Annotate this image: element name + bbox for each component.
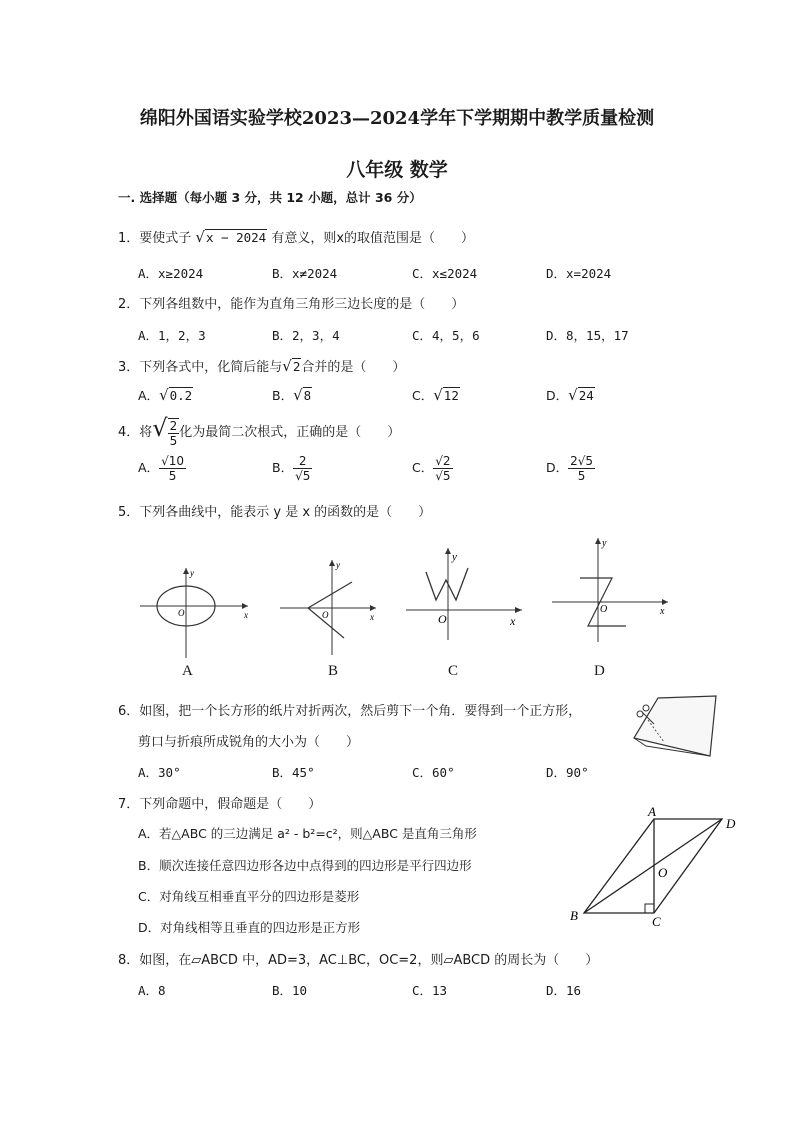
q6-option-d[interactable]: D．90° [546,765,589,780]
q2-option-c[interactable]: C．4，5，6 [412,328,480,343]
x-label: x [244,610,248,620]
arrow-icon [515,607,522,613]
option-label: C． [412,388,434,403]
q6-option-c[interactable]: C．60° [412,765,455,780]
q1-radicand: x − 2024 [205,230,267,245]
fraction-numerator: 2 [169,418,178,433]
option-radicand: 24 [578,388,594,403]
right-angle-mark [645,904,654,913]
ray-upper [308,582,352,608]
question-4 [118,414,400,448]
arrow-icon [242,603,248,609]
q4-prefix: 4．将 [118,425,153,440]
question-5: 5．下列各曲线中，能表示 y 是 x 的函数的是（ ） [118,505,432,520]
point-a-label: A [648,806,656,819]
q1-option-b[interactable]: B．x≠2024 [272,266,338,281]
q3-option-b[interactable] [272,386,312,404]
q8-option-a[interactable]: A．8 [138,983,166,998]
option-fraction [433,454,452,483]
fraction-numerator: √2 [435,454,451,468]
arrow-icon [370,605,376,611]
fraction-denominator: √5 [435,469,451,483]
question-7: 7．下列命题中，假命题是（ ） [118,797,322,812]
q3-option-a[interactable] [138,386,193,404]
arrow-icon [595,538,601,544]
radical-icon: √ [568,386,578,404]
q7-option-d[interactable]: D．对角线相等且垂直的四边形是正方形 [138,920,361,935]
question-6-line1: 6．如图，把一个长方形的纸片对折两次，然后剪下一个角．要得到一个正方形， [118,704,582,719]
q5-graphs [130,530,690,660]
q2-option-a[interactable]: A．1，2，3 [138,328,206,343]
question-2: 2．下列各组数中，能作为直角三角形三边长度的是（ ） [118,297,465,312]
option-fraction [293,454,312,483]
q6-option-a[interactable]: A．30° [138,765,181,780]
q8-option-d[interactable]: D．16 [546,983,582,998]
point-c-label: C [652,914,661,928]
option-fraction [568,454,595,483]
y-label: y [190,568,194,578]
radical-icon: √ [152,414,168,442]
q4-option-b[interactable] [272,454,312,483]
radical-icon: √ [195,228,205,246]
exam-subtitle: 八年级 数学 [346,159,448,181]
point-b-label: B [570,908,578,923]
origin-label: O [322,610,329,620]
graph-c-label[interactable]: C [448,663,459,679]
option-fraction [159,454,186,483]
folded-paper-figure [626,690,722,768]
fraction-numerator: 2√5 [570,454,594,468]
option-label: B． [272,460,294,475]
q3-option-d[interactable] [546,386,595,404]
question-3 [118,356,405,375]
x-label: x [370,612,374,622]
q3-option-c[interactable] [412,386,460,404]
q2-option-d[interactable]: D．8，15，17 [546,328,629,343]
option-radicand: 12 [443,388,459,403]
scissors-icon [643,705,649,711]
graph-b-label[interactable]: B [328,663,339,679]
function-curve [426,568,468,600]
arrow-icon [662,599,668,605]
q1-option-d[interactable]: D．x=2024 [546,266,612,281]
arrow-icon [329,560,335,566]
graph-d-label[interactable]: D [594,663,605,679]
origin-label: O [600,604,608,615]
graph-c-wshape [406,548,522,640]
q7-option-c[interactable]: C．对角线互相垂直平分的四边形是菱形 [138,889,360,904]
graph-b-angle [280,560,376,655]
y-label: y [452,551,457,563]
graph-a-label[interactable]: A [182,663,193,679]
point-o-label: O [658,865,668,880]
q4-suffix: 化为最简二次根式，正确的是（ ） [179,425,401,440]
q1-prefix: 1．要使式子 [118,231,192,246]
q8-option-b[interactable]: B．10 [272,983,308,998]
q4-option-d[interactable] [546,454,595,483]
q3-radicand: 2 [292,359,301,374]
option-label: A． [138,388,160,403]
section-heading: 一. 选择题（每小题 3 分，共 12 小题，总计 36 分） [118,190,422,205]
radical-icon: √ [433,386,443,404]
fraction-denominator: √5 [295,469,311,483]
x-label: x [510,614,516,628]
question-1 [118,227,474,246]
fraction-denominator: 5 [577,469,586,483]
radical-icon: √ [159,386,169,404]
fraction-denominator: 5 [168,469,177,483]
point-d-label: D [726,816,736,831]
q4-fraction [168,418,180,448]
exam-title: 绵阳外国语实验学校2023—2024学年下学期期中教学质量检测 [139,108,655,129]
x-label: x [660,606,665,617]
option-radicand: 8 [303,388,312,403]
fraction-numerator: √10 [161,454,184,468]
option-label: D． [546,388,569,403]
option-label: C． [412,460,434,475]
q7-option-a[interactable]: A．若△ABC 的三边满足 a² - b²=c²，则△ABC 是直角三角形 [138,826,477,841]
q6-option-b[interactable]: B．45° [272,765,315,780]
y-label: y [602,538,607,549]
arrow-icon [183,568,189,574]
question-8: 8．如图，在▱ABCD 中，AD=3，AC⊥BC，OC=2，则▱ABCD 的周长为（ ） [118,953,599,968]
q3-suffix: 合并的是（ ） [301,360,406,375]
option-label: B． [272,388,294,403]
fraction-numerator: 2 [293,454,312,469]
q8-option-c[interactable]: C．13 [412,983,448,998]
diagonal-bd [584,819,722,913]
option-label: A． [138,460,160,475]
q7-option-b[interactable]: B．顺次连接任意四边形各边中点得到的四边形是平行四边形 [138,858,472,873]
radical-icon: √ [282,357,292,375]
parallelogram-figure [566,806,746,928]
fraction-denominator: 5 [169,433,178,448]
q2-option-b[interactable]: B．2，3，4 [272,328,340,343]
origin-label: O [438,612,447,626]
y-label: y [336,560,340,570]
q4-option-a[interactable] [138,454,186,483]
option-radicand: 0.2 [169,388,193,403]
q1-suffix: 有意义，则x的取值范围是（ ） [271,231,475,246]
radical-icon: √ [293,386,303,404]
q3-prefix: 3．下列各式中，化简后能与 [118,360,283,375]
question-6-line2: 剪口与折痕所成锐角的大小为（ ） [138,735,360,750]
graph-d-zshape [552,538,668,642]
q1-option-a[interactable]: A．x≥2024 [138,266,204,281]
arrow-icon [445,548,451,554]
q1-option-c[interactable]: C．x≤2024 [412,266,478,281]
origin-label: O [178,608,185,618]
q4-option-c[interactable] [412,454,453,483]
option-label: D． [546,460,569,475]
graph-a-ellipse [140,568,248,658]
